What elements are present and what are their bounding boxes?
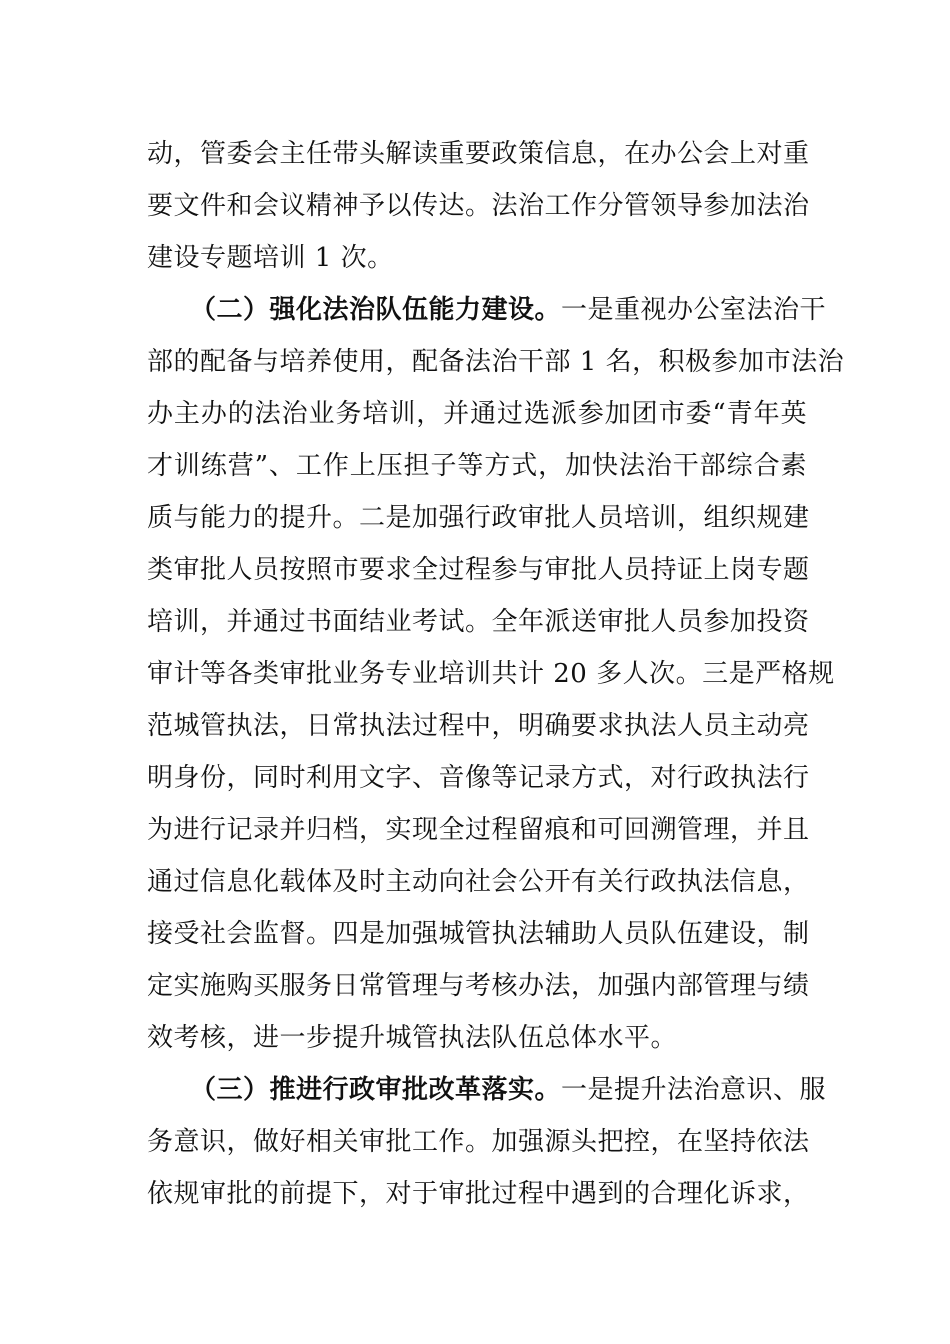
text-line: 才训练营”、工作上压担子等方式，加快法治干部综合素 xyxy=(147,451,807,481)
document-body xyxy=(147,128,845,1220)
paragraph xyxy=(147,284,845,1064)
text-line: 通过信息化载体及时主动向社会公开有关行政执法信息， xyxy=(147,867,810,897)
text-line: 效考核，进一步提升城管执法队伍总体水平。 xyxy=(147,1023,678,1053)
text-line: 明身份，同时利用文字、音像等记录方式，对行政执法行 xyxy=(147,763,810,793)
text-run: 一是提升法治意识、服 xyxy=(561,1075,827,1105)
text-line xyxy=(147,284,827,336)
section-heading: （三）推进行政审批改革落实。 xyxy=(190,1075,562,1105)
text-line: 务意识，做好相关审批工作。加强源头把控，在坚持依法 xyxy=(147,1127,810,1157)
text-line: 培训，并通过书面结业考试。全年派送审批人员参加投资 xyxy=(147,607,810,637)
text-run: 一是重视办公室法治干 xyxy=(561,295,827,325)
text-line: 类审批人员按照市要求全过程参与审批人员持证上岗专题 xyxy=(147,555,810,585)
text-line: 办主办的法治业务培训，并通过选派参加团市委“青年英 xyxy=(147,399,807,429)
text-line: 部的配备与培养使用，配备法治干部 1 名，积极参加市法治 xyxy=(147,347,845,377)
text-line: 依规审批的前提下，对于审批过程中遇到的合理化诉求， xyxy=(147,1179,810,1209)
text-line: 质与能力的提升。二是加强行政审批人员培训，组织规建 xyxy=(147,503,810,533)
section-heading: （二）强化法治队伍能力建设。 xyxy=(190,295,562,325)
text-line: 动，管委会主任带头解读重要政策信息，在办公会上对重 xyxy=(147,139,810,169)
paragraph xyxy=(147,128,810,284)
text-line: 范城管执法，日常执法过程中，明确要求执法人员主动亮 xyxy=(147,711,810,741)
text-line: 为进行记录并归档，实现全过程留痕和可回溯管理，并且 xyxy=(147,815,810,845)
text-line: 审计等各类审批业务专业培训共计 20 多人次。三是严格规 xyxy=(147,659,835,689)
paragraph xyxy=(147,1064,827,1220)
text-line: 要文件和会议精神予以传达。法治工作分管领导参加法治 xyxy=(147,191,810,221)
text-line: 接受社会监督。四是加强城管执法辅助人员队伍建设，制 xyxy=(147,919,810,949)
text-line: 定实施购买服务日常管理与考核办法，加强内部管理与绩 xyxy=(147,971,810,1001)
text-line xyxy=(147,1064,827,1116)
text-line: 建设专题培训 1 次。 xyxy=(147,243,394,273)
